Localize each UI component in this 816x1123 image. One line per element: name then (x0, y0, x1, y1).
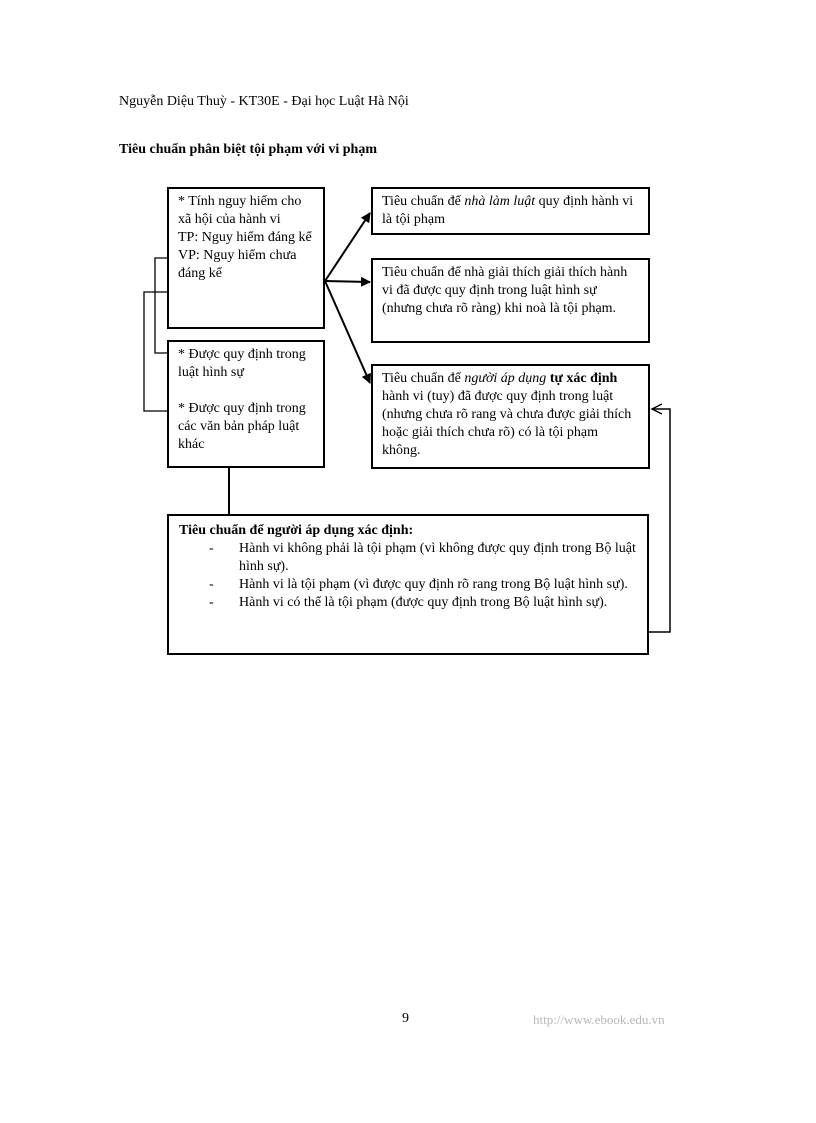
arrow-to-interpreter (325, 281, 370, 282)
arrow-to-lawmaker (325, 213, 370, 281)
list-item: - Hành vi có thể là tội phạm (được quy định trong Bộ luật hình sự). (209, 594, 637, 612)
criteria-heading: Tiêu chuẩn để người áp dụng xác định: (179, 523, 414, 538)
applier-box (371, 364, 650, 469)
interpreter-text: Tiêu chuẩn để nhà giải thích giải thích hành vi đã được quy định trong luật hình sự (nhưng chưa rõ ràng) khi noà là tội phạm. (382, 265, 628, 316)
footer-url: http://www.ebook.edu.vn (533, 1012, 665, 1027)
regulated-other-laws: * Được quy định trong các văn bản pháp luật khác (178, 401, 306, 452)
criteria-box (167, 514, 649, 655)
applier-text: Tiêu chuẩn để người áp dụng tự xác định hành vi (tuy) đã được quy định trong luật (nhưng chưa rõ rang và chưa được giải thích hoặc giải thích chưa rõ) có là tội phạm không. (382, 371, 632, 458)
regulated-criminal-law: * Được quy định trong luật hình sự (178, 347, 306, 380)
danger-vp: VP: Nguy hiểm chưa đáng kể (178, 248, 297, 281)
lawmaker-box (371, 187, 650, 235)
danger-tp: TP: Nguy hiểm đáng kể (178, 230, 312, 245)
arrow-to-applier (325, 281, 370, 383)
danger-heading: * Tính nguy hiểm cho xã hội của hành vi (178, 194, 302, 227)
page-number: 9 (402, 1011, 409, 1026)
page-header: Nguyễn Diệu Thuỳ - KT30E - Đại học Luật Hà Nội (119, 94, 409, 109)
list-item: - Hành vi là tội phạm (vì được quy định rõ rang trong Bộ luật hình sự). (209, 576, 637, 594)
page-title: Tiêu chuẩn phân biệt tội phạm với vi phạm (119, 142, 378, 157)
danger-box (167, 187, 325, 329)
interpreter-box (371, 258, 650, 343)
regulated-box (167, 340, 325, 468)
lawmaker-text: Tiêu chuẩn để nhà làm luật quy định hành vi là tội phạm (382, 194, 634, 227)
list-item: - Hành vi không phải là tội phạm (vì không được quy định trong Bộ luật hình sự). (209, 540, 637, 576)
criteria-list (179, 540, 637, 612)
